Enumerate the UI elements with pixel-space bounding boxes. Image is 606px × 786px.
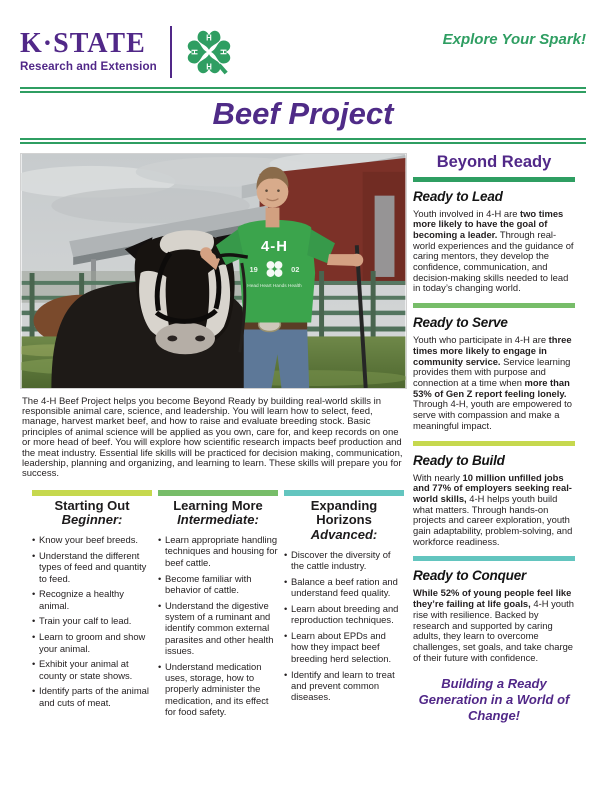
section-accent-bar <box>413 303 575 308</box>
column-title-text: Starting Out <box>54 497 130 513</box>
column-accent-bar <box>284 490 404 496</box>
skill-column <box>284 490 404 722</box>
shirt-4h-text: 4-H <box>261 238 288 255</box>
tagline: Explore Your Spark! <box>442 31 586 48</box>
sidebar-heading-bar <box>413 177 575 182</box>
column-accent-bar <box>158 490 278 496</box>
sidebar-section <box>413 441 575 548</box>
clover-h-left: H <box>190 49 200 55</box>
column-title <box>32 499 152 528</box>
clover-h-right: H <box>218 49 228 55</box>
hero-photo-illustration <box>21 154 406 388</box>
bullet-item: • Become familiar with behavior of cattle. <box>158 573 278 596</box>
shirt-year-right: 02 <box>291 264 300 274</box>
column-title <box>158 499 278 528</box>
sidebar-sections <box>413 189 575 664</box>
bullet-item: • Learn to groom and show your animal. <box>32 631 152 654</box>
bullet-item: • Understand medication uses, storage, how to properly administer the medication, and its effect for food safety. <box>158 661 278 717</box>
shirt-pledge-text: Head Heart Hands Health <box>247 283 302 289</box>
column-level-text: Beginner: <box>61 512 123 528</box>
bullet-item: • Identify and learn to treat and prevent common diseases. <box>284 669 404 703</box>
bullet-item: • Exhibit your animal at county or state shows. <box>32 658 152 681</box>
section-title: Ready to Conquer <box>413 568 527 584</box>
section-title: Ready to Lead <box>413 188 503 204</box>
page-title: Beef Project <box>212 96 394 131</box>
bullet-item: • Balance a beef ration and understand feed quality. <box>284 576 404 599</box>
closing-tagline: Building a Ready Generation in a World of Change! <box>418 676 570 724</box>
bullet-item: • Learn about breeding and reproduction techniques. <box>284 603 404 626</box>
column-level-text: Intermediate: <box>177 512 259 528</box>
hero-photo <box>20 153 407 389</box>
content <box>0 144 606 725</box>
section-body: Youth who participate in 4-H are three times more likely to engage in community service. Service learning provides them with purpose and connection at a time when more than 53% of Gen Z report feeling lonely. Through 4-H, youth are empowered to serve with compassion and make a meaningful impact. <box>413 334 572 431</box>
ksu-wordmark: K·STATE <box>20 28 146 60</box>
shirt-year-left: 19 <box>249 264 258 274</box>
ksu-subtitle: Research and Extension <box>20 59 157 73</box>
section-accent-bar <box>413 556 575 561</box>
column-title <box>284 499 404 543</box>
column-bullet-list <box>32 534 152 708</box>
column-title-text: Learning More <box>173 497 263 513</box>
skill-column <box>32 490 152 722</box>
bullet-item: • Learn appropriate handling techniques and housing for beef cattle. <box>158 534 278 568</box>
ksu-wordmark-block <box>20 28 157 73</box>
main-column <box>20 153 407 725</box>
sidebar-section <box>413 556 575 663</box>
intro-paragraph: The 4-H Beef Project helps you become Beyond Ready by building real-world skills in responsible animal care, science, and leadership. You will learn how to select, feed, manage, harvest market beef, and how to raise and evaluate breeding stock. Basic principles of animal science will be applied as you own, care for, and keep records on one or more head of beef. You will explore how scientific research impacts beef production and the meat industry. Essential life skills will be practiced for decision making, communication, leadership, planning and organizing, and learning to learn. These skills will prepare you for success. <box>22 395 403 480</box>
section-accent-bar <box>413 441 575 446</box>
bullet-item: • Discover the diversity of the cattle industry. <box>284 549 404 572</box>
bullet-item: • Know your beef breeds. <box>32 534 152 545</box>
column-bullet-list <box>284 549 404 703</box>
header <box>0 0 606 78</box>
sidebar-section <box>413 303 575 431</box>
column-title-text: Expanding Horizons <box>310 497 378 528</box>
clover-h-top: H <box>206 33 212 43</box>
bullet-item: • Learn about EPDs and how they impact beef breeding herd selection. <box>284 630 404 664</box>
brand-divider <box>170 26 172 78</box>
bullet-item: • Identify parts of the animal and cuts of meat. <box>32 685 152 708</box>
section-title: Ready to Build <box>413 452 505 468</box>
column-accent-bar <box>32 490 152 496</box>
bullet-item: • Understand the digestive system of a ruminant and identify common external parasites and other health issues. <box>158 600 278 656</box>
section-body: Youth involved in 4-H are two times more likely to have the goal of becoming a leader. Through real-world experiences and the guidance of caring mentors, they develop the confidence, communication, and decision-making skills needed to lead in today’s changing world. <box>413 207 574 294</box>
bullet-item: • Understand the different types of feed and quantity to feed. <box>32 550 152 584</box>
section-body: With nearly 10 million unfilled jobs and 77% of employers seeking real-world skills, 4-H helps youth build what matters. Through hands-on projects and career exploration, youth gain adaptability, problem-solving, and workforce readiness. <box>413 471 573 547</box>
skill-column <box>158 490 278 722</box>
beyond-ready-sidebar <box>413 153 575 725</box>
column-level-text: Advanced: <box>310 527 378 543</box>
section-title: Ready to Serve <box>413 315 508 331</box>
bullet-item: • Recognize a healthy animal. <box>32 588 152 611</box>
column-bullet-list <box>158 534 278 717</box>
ksu-brand-logo <box>20 26 235 78</box>
skill-columns <box>32 490 404 722</box>
bullet-item: • Train your calf to lead. <box>32 615 152 626</box>
clover-h-bottom: H <box>206 61 212 71</box>
four-h-clover-icon <box>183 26 235 78</box>
sidebar-section <box>413 189 575 295</box>
sidebar-heading: Beyond Ready <box>436 152 552 171</box>
section-body: While 52% of young people feel like they’re failing at life goals, 4-H youth rise with resilience. Backed by research and supported by caring adults, they learn to overcome challenges, set goals, and take charge of their future with confidence. <box>413 587 574 663</box>
